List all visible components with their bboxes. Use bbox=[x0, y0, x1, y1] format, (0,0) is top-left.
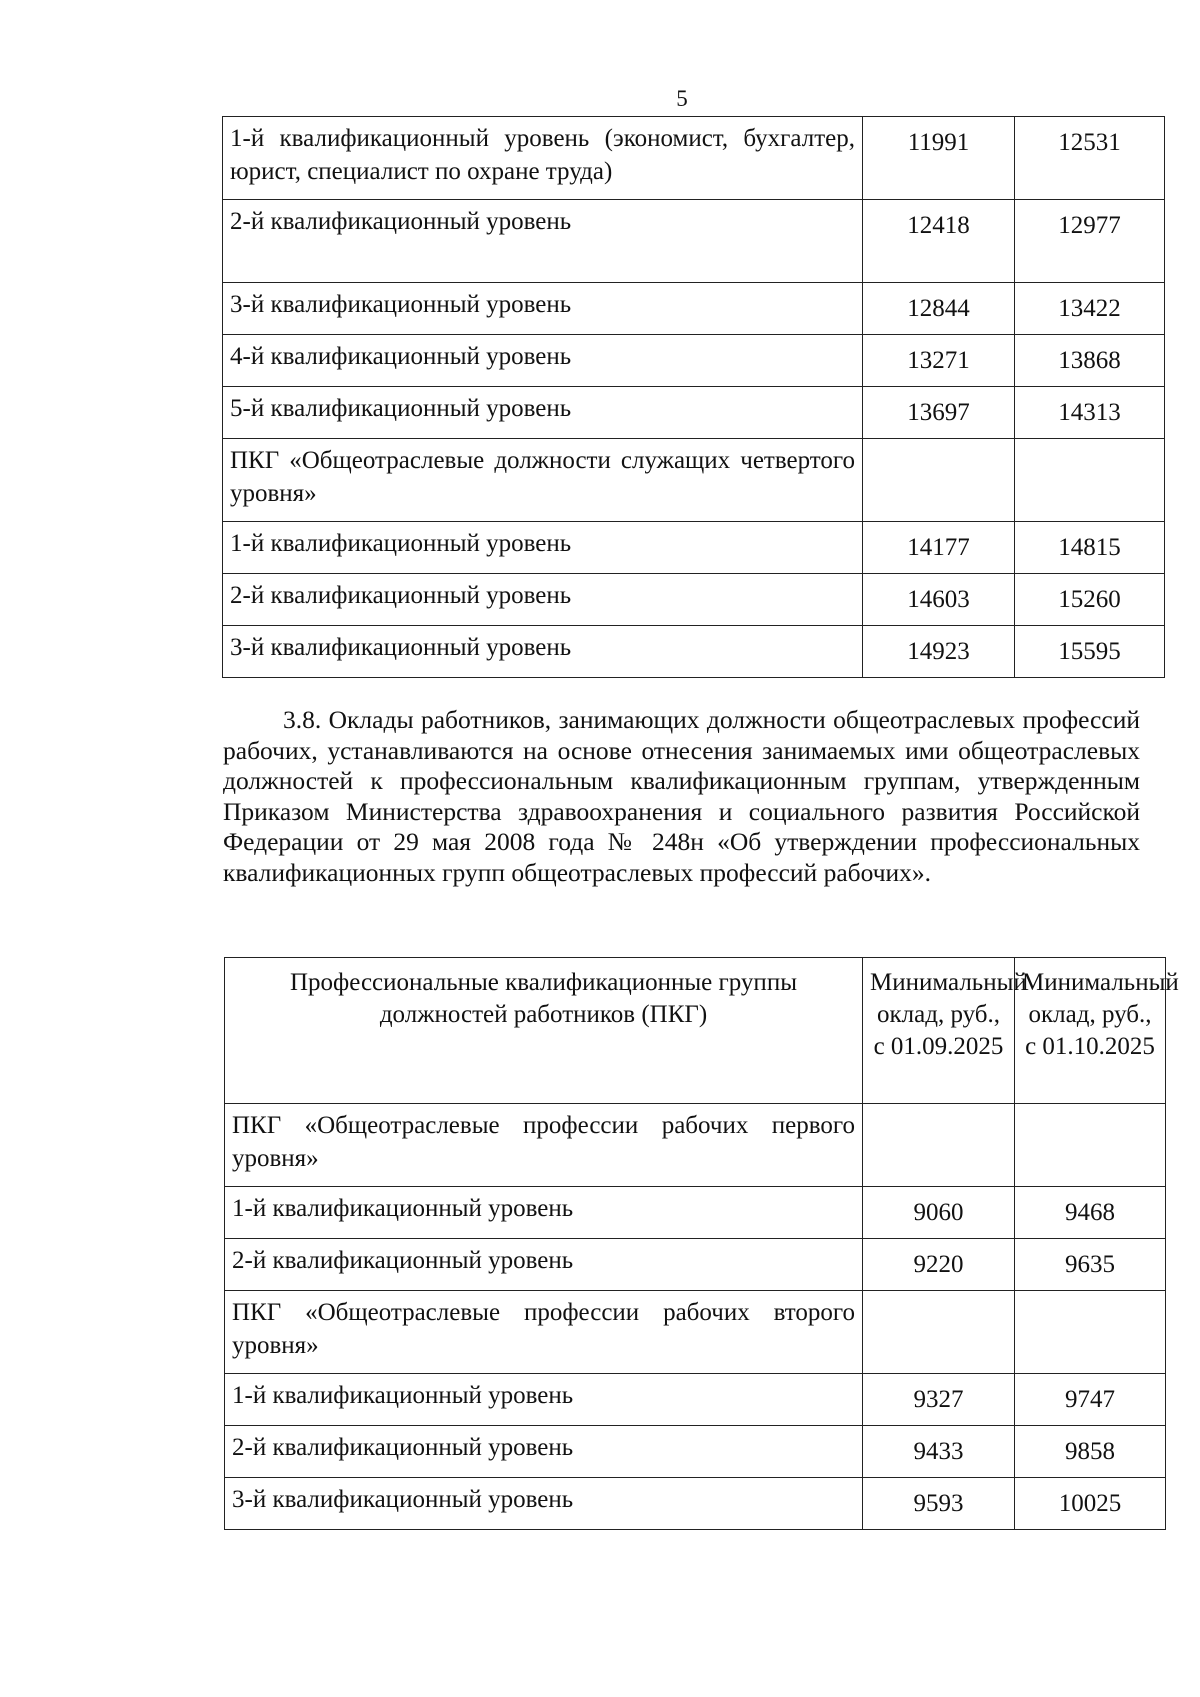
qualification-level-name: 2-й квалификационный уровень bbox=[225, 1239, 863, 1291]
qualification-level-name: 1-й квалификационный уровень (экономист, бухгалтер, юрист, специалист по охране труда) bbox=[223, 117, 863, 200]
salary-value-sep: 12418 bbox=[863, 200, 1015, 283]
column-header-salary-oct: Минимальный оклад, руб., с 01.10.2025 bbox=[1015, 958, 1166, 1104]
salary-value-sep: 13271 bbox=[863, 335, 1015, 387]
salary-value-sep: 14177 bbox=[863, 522, 1015, 574]
salary-value-sep: 14923 bbox=[863, 626, 1015, 678]
table-row bbox=[223, 200, 1165, 283]
table-row bbox=[225, 1426, 1166, 1478]
qualification-level-name: 5-й квалификационный уровень bbox=[223, 387, 863, 439]
salary-value-oct: 9858 bbox=[1015, 1426, 1166, 1478]
salary-value-sep bbox=[863, 1291, 1015, 1374]
salary-value-sep: 14603 bbox=[863, 574, 1015, 626]
table-row bbox=[225, 1239, 1166, 1291]
salary-value-sep bbox=[863, 1104, 1015, 1187]
salary-value-oct: 15595 bbox=[1015, 626, 1165, 678]
salary-value-sep: 9433 bbox=[863, 1426, 1015, 1478]
table-row bbox=[223, 283, 1165, 335]
column-header-salary-sep: Минимальный оклад, руб., с 01.09.2025 bbox=[863, 958, 1015, 1104]
table-row bbox=[223, 522, 1165, 574]
salary-value-oct: 13422 bbox=[1015, 283, 1165, 335]
table-row bbox=[225, 1374, 1166, 1426]
table-row bbox=[223, 626, 1165, 678]
table-row bbox=[223, 387, 1165, 439]
salary-value-sep: 9593 bbox=[863, 1478, 1015, 1530]
qualification-level-name: 3-й квалификационный уровень bbox=[225, 1478, 863, 1530]
table-row bbox=[223, 117, 1165, 200]
qualification-level-name: 2-й квалификационный уровень bbox=[223, 574, 863, 626]
qualification-level-name: 2-й квалификационный уровень bbox=[225, 1426, 863, 1478]
qualification-group-name: ПКГ «Общеотраслевые профессии рабочих первого уровня» bbox=[225, 1104, 863, 1187]
qualification-level-name: 3-й квалификационный уровень bbox=[223, 283, 863, 335]
salary-value-oct bbox=[1015, 439, 1165, 522]
salary-value-sep: 9060 bbox=[863, 1187, 1015, 1239]
salary-value-sep: 13697 bbox=[863, 387, 1015, 439]
salary-table-employees bbox=[222, 116, 1165, 678]
qualification-level-name: 3-й квалификационный уровень bbox=[223, 626, 863, 678]
table-row bbox=[223, 574, 1165, 626]
section-3-8-paragraph: 3.8. Оклады работников, занимающих должности общеотраслевых профессий рабочих, устанавливаются на основе отнесения занимаемых ими общеотраслевых должностей к профессиональным квалификационным группам, утвержденным Приказом Министерства здравоохранения и социального развития Российской Федерации от 29 мая 2008 года № 248н «Об утверждении профессиональных квалификационных групп общеотраслевых профессий рабочих». bbox=[223, 705, 1140, 887]
salary-value-oct: 14313 bbox=[1015, 387, 1165, 439]
qualification-level-name: 4-й квалификационный уровень bbox=[223, 335, 863, 387]
salary-value-oct: 9747 bbox=[1015, 1374, 1166, 1426]
salary-value-oct: 12531 bbox=[1015, 117, 1165, 200]
salary-value-oct: 14815 bbox=[1015, 522, 1165, 574]
salary-table-workers bbox=[224, 957, 1179, 1530]
salary-value-oct: 13868 bbox=[1015, 335, 1165, 387]
table-row bbox=[225, 1187, 1166, 1239]
table-row bbox=[223, 439, 1165, 522]
salary-value-sep: 12844 bbox=[863, 283, 1015, 335]
salary-value-oct: 15260 bbox=[1015, 574, 1165, 626]
qualification-level-name: 2-й квалификационный уровень bbox=[223, 200, 863, 283]
salary-value-oct bbox=[1015, 1104, 1166, 1187]
salary-value-oct: 12977 bbox=[1015, 200, 1165, 283]
salary-value-oct: 9635 bbox=[1015, 1239, 1166, 1291]
table-row bbox=[225, 1291, 1166, 1374]
salary-value-sep: 9220 bbox=[863, 1239, 1015, 1291]
salary-value-sep: 11991 bbox=[863, 117, 1015, 200]
table-row bbox=[225, 1104, 1166, 1187]
column-header-pkg: Профессиональные квалификационные группы должностей работников (ПКГ) bbox=[225, 958, 863, 1104]
qualification-level-name: 1-й квалификационный уровень bbox=[225, 1187, 863, 1239]
qualification-level-name: 1-й квалификационный уровень bbox=[225, 1374, 863, 1426]
page-number: 5 bbox=[676, 86, 688, 111]
salary-value-sep: 9327 bbox=[863, 1374, 1015, 1426]
qualification-level-name: 1-й квалификационный уровень bbox=[223, 522, 863, 574]
salary-value-oct: 10025 bbox=[1015, 1478, 1166, 1530]
qualification-group-name: ПКГ «Общеотраслевые должности служащих четвертого уровня» bbox=[223, 439, 863, 522]
table-row bbox=[225, 1478, 1166, 1530]
table-header-row bbox=[225, 958, 1166, 1104]
salary-value-oct: 9468 bbox=[1015, 1187, 1166, 1239]
qualification-group-name: ПКГ «Общеотраслевые профессии рабочих второго уровня» bbox=[225, 1291, 863, 1374]
salary-value-sep bbox=[863, 439, 1015, 522]
table-row bbox=[223, 335, 1165, 387]
salary-value-oct bbox=[1015, 1291, 1166, 1374]
